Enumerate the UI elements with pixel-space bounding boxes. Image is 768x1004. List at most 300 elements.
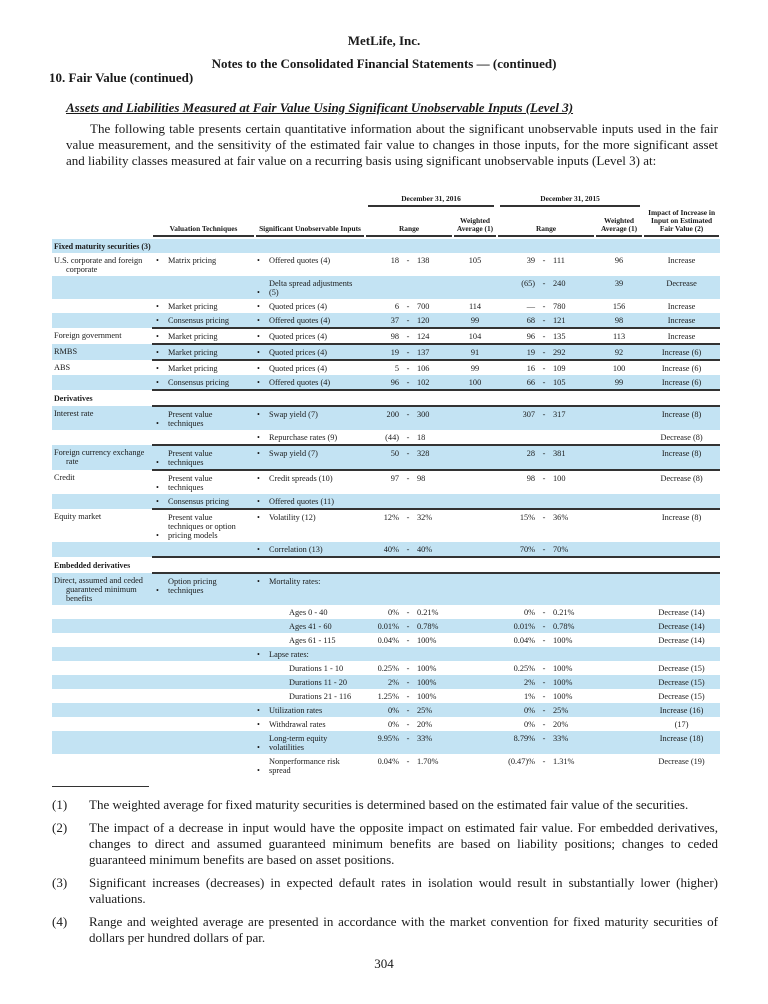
impact — [643, 703, 720, 717]
valuation-technique — [152, 299, 255, 313]
range-sep-2015 — [537, 647, 551, 661]
cell-text: 98 — [390, 332, 399, 341]
cell-text: 124 — [417, 332, 430, 341]
cell-text: 106 — [417, 364, 430, 373]
input-text: Mortality rates: — [269, 577, 321, 586]
header-range-2016: Range — [365, 209, 453, 239]
asset-class — [52, 299, 152, 313]
weighted-avg-2016 — [453, 731, 497, 754]
cell-text: 121 — [553, 316, 566, 325]
technique-text: Market pricing — [168, 332, 218, 341]
range-high-2016 — [415, 406, 453, 430]
range-sep-2016 — [401, 313, 415, 328]
table-row — [52, 754, 720, 777]
fair-value-table — [52, 195, 720, 777]
range-sep-2015 — [537, 470, 551, 494]
weighted-avg-2016 — [453, 406, 497, 430]
cell-text: 39 — [526, 256, 536, 265]
category-label: Derivatives — [54, 394, 93, 403]
range-sep-2015 — [537, 299, 551, 313]
technique-text: Consensus pricing — [168, 316, 230, 325]
cell-text: - — [406, 608, 410, 617]
cell-text: 8.79% — [513, 734, 536, 743]
range-low-2016 — [365, 360, 401, 375]
impact — [643, 253, 720, 276]
cell-text: 100% — [553, 692, 573, 701]
range-high-2016 — [415, 344, 453, 360]
cell-text: - — [542, 348, 546, 357]
range-low-2015 — [497, 299, 537, 313]
cell-text: - — [542, 622, 546, 631]
unobservable-input — [255, 675, 365, 689]
range-high-2016 — [415, 754, 453, 777]
range-high-2016 — [415, 717, 453, 731]
cell-text: 32% — [417, 513, 433, 522]
table-row — [52, 619, 720, 633]
range-low-2016 — [365, 313, 401, 328]
range-sep-2015 — [537, 445, 551, 470]
table-row — [52, 406, 720, 430]
unobservable-input — [255, 445, 365, 470]
weighted-avg-2015 — [595, 344, 643, 360]
cell-text: 200 — [386, 410, 399, 419]
range-low-2016 — [365, 328, 401, 344]
range-high-2016 — [415, 661, 453, 675]
footnote-4: (4) Range and weighted average are presented in accordance with the market convention for fixed maturity securities of dollars per hundred dollars of par. — [52, 914, 718, 945]
technique-text: Matrix pricing — [168, 256, 217, 265]
valuation-technique — [152, 703, 255, 717]
cell-text: 100% — [553, 636, 573, 645]
range-high-2015 — [551, 731, 595, 754]
weighted-avg-2016 — [453, 253, 497, 276]
range-sep-2015 — [537, 253, 551, 276]
cell-text: Increase (6) — [661, 378, 702, 387]
input-text: Offered quotes (4) — [269, 378, 331, 387]
range-sep-2015 — [537, 573, 551, 605]
impact — [643, 406, 720, 430]
cell-text: 0% — [387, 706, 399, 715]
range-high-2016 — [415, 360, 453, 375]
unobservable-input — [255, 494, 365, 509]
bullet-icon: • — [257, 497, 260, 506]
weighted-avg-2015 — [595, 619, 643, 633]
cell-text: 16 — [526, 364, 536, 373]
cell-text: 96 — [390, 378, 399, 387]
unobservable-input — [255, 703, 365, 717]
weighted-avg-2015 — [595, 689, 643, 703]
cell-text: Increase (16) — [659, 706, 704, 715]
weighted-avg-2016 — [453, 647, 497, 661]
table-row — [52, 445, 720, 470]
range-low-2016 — [365, 299, 401, 313]
weighted-avg-2015 — [595, 375, 643, 390]
range-sep-2016 — [401, 754, 415, 777]
range-high-2015 — [551, 675, 595, 689]
range-high-2016 — [415, 647, 453, 661]
table-row — [52, 731, 720, 754]
unobservable-input — [255, 253, 365, 276]
valuation-technique — [152, 661, 255, 675]
range-high-2015 — [551, 661, 595, 675]
cell-text: 1% — [523, 692, 536, 701]
range-low-2015 — [497, 731, 537, 754]
range-sep-2015 — [537, 619, 551, 633]
valuation-technique — [152, 470, 255, 494]
range-low-2015 — [497, 754, 537, 777]
weighted-avg-2016 — [453, 375, 497, 390]
cell-text: 0.04% — [377, 757, 399, 766]
asset-class — [52, 619, 152, 633]
asset-class — [52, 754, 152, 777]
range-high-2016 — [415, 689, 453, 703]
range-sep-2015 — [537, 276, 551, 299]
impact — [643, 633, 720, 647]
weighted-avg-2016 — [453, 633, 497, 647]
bullet-icon: • — [156, 348, 159, 357]
cell-text: 102 — [417, 378, 430, 387]
cell-text: 98 — [614, 316, 624, 325]
unobservable-input — [255, 573, 365, 605]
bullet-icon: • — [257, 706, 260, 715]
range-low-2016 — [365, 703, 401, 717]
range-sep-2016 — [401, 430, 415, 445]
table-row — [52, 253, 720, 276]
bullet-icon: • — [156, 316, 159, 325]
range-high-2015 — [551, 605, 595, 619]
range-low-2015 — [497, 703, 537, 717]
bullet-icon: • — [156, 302, 159, 311]
cell-text: 2% — [523, 678, 536, 687]
cell-text: Increase — [667, 332, 696, 341]
unobservable-input — [255, 360, 365, 375]
cell-text: Increase (8) — [661, 410, 702, 419]
impact — [643, 717, 720, 731]
input-text: Correlation (13) — [269, 545, 323, 554]
unobservable-input — [255, 344, 365, 360]
weighted-avg-2016 — [453, 313, 497, 328]
input-text: Volatility (12) — [269, 513, 316, 522]
cell-text: 50 — [390, 449, 399, 458]
table-row — [52, 375, 720, 390]
range-low-2016 — [365, 647, 401, 661]
range-high-2016 — [415, 633, 453, 647]
valuation-technique — [152, 375, 255, 390]
range-sep-2016 — [401, 605, 415, 619]
cell-text: 92 — [614, 348, 624, 357]
table-row — [52, 689, 720, 703]
cell-text: 1.31% — [553, 757, 575, 766]
input-text: Offered quotes (11) — [269, 497, 334, 506]
impact — [643, 360, 720, 375]
cell-text: 40% — [383, 545, 399, 554]
asset-class — [52, 731, 152, 754]
cell-text: - — [542, 692, 546, 701]
range-sep-2015 — [537, 542, 551, 557]
range-sep-2015 — [537, 328, 551, 344]
cell-text: - — [406, 734, 410, 743]
bullet-icon: • — [257, 577, 260, 586]
weighted-avg-2016 — [453, 661, 497, 675]
bullet-icon: • — [156, 332, 159, 341]
bullet-icon: • — [257, 410, 260, 419]
asset-class — [52, 313, 152, 328]
valuation-technique — [152, 344, 255, 360]
impact — [643, 647, 720, 661]
range-low-2016 — [365, 344, 401, 360]
asset-class-text: Foreign government — [54, 331, 122, 340]
technique-text: Present value techniques — [168, 474, 213, 492]
cell-text: 5 — [394, 364, 399, 373]
input-text: Quoted prices (4) — [269, 332, 328, 341]
cell-text: 0.04% — [377, 636, 399, 645]
weighted-avg-2015 — [595, 253, 643, 276]
input-text: Lapse rates: — [269, 650, 309, 659]
range-high-2015 — [551, 470, 595, 494]
range-low-2015 — [497, 619, 537, 633]
asset-class — [52, 445, 152, 470]
bullet-icon: • — [156, 256, 159, 265]
cell-text: Decrease (14) — [658, 636, 705, 645]
impact — [643, 328, 720, 344]
range-sep-2016 — [401, 717, 415, 731]
impact — [643, 675, 720, 689]
weighted-avg-2016 — [453, 573, 497, 605]
input-text: Repurchase rates (9) — [269, 433, 338, 442]
footnote-divider — [52, 786, 149, 787]
cell-text: 317 — [553, 410, 566, 419]
cell-text: 1.70% — [417, 757, 439, 766]
cell-text: Decrease — [666, 279, 697, 288]
range-high-2016 — [415, 276, 453, 299]
unobservable-input — [255, 430, 365, 445]
cell-text: 25% — [417, 706, 433, 715]
asset-class-text: Credit — [54, 473, 75, 482]
range-sep-2016 — [401, 661, 415, 675]
range-high-2015 — [551, 276, 595, 299]
asset-class-text: U.S. corporate and foreign corporate — [54, 256, 143, 274]
cell-text: Decrease (14) — [658, 622, 705, 631]
weighted-avg-2015 — [595, 445, 643, 470]
header-dec-2016: December 31, 2016 — [365, 195, 497, 209]
cell-text: - — [542, 279, 546, 288]
cell-text: - — [542, 410, 546, 419]
cell-text: 12% — [383, 513, 399, 522]
range-high-2015 — [551, 360, 595, 375]
impact — [643, 494, 720, 509]
weighted-avg-2015 — [595, 731, 643, 754]
cell-text: 37 — [390, 316, 399, 325]
range-high-2015 — [551, 494, 595, 509]
range-high-2016 — [415, 253, 453, 276]
cell-text: 36% — [553, 513, 569, 522]
cell-text: 28 — [526, 449, 536, 458]
range-sep-2016 — [401, 328, 415, 344]
range-high-2016 — [415, 542, 453, 557]
range-sep-2016 — [401, 633, 415, 647]
cell-text: 0% — [523, 720, 536, 729]
range-sep-2016 — [401, 494, 415, 509]
cell-text: 104 — [468, 332, 482, 341]
weighted-avg-2016 — [453, 703, 497, 717]
category-label: Embedded derivatives — [54, 561, 131, 570]
table-row — [52, 573, 720, 605]
weighted-avg-2015 — [595, 605, 643, 619]
cell-text: 105 — [468, 256, 482, 265]
range-low-2016 — [365, 375, 401, 390]
impact — [643, 445, 720, 470]
range-sep-2015 — [537, 360, 551, 375]
range-sep-2016 — [401, 360, 415, 375]
range-high-2015 — [551, 445, 595, 470]
weighted-avg-2016 — [453, 605, 497, 619]
unobservable-input — [255, 731, 365, 754]
weighted-avg-2015 — [595, 299, 643, 313]
input-text: Durations 11 - 20 — [289, 678, 347, 687]
cell-text: - — [542, 449, 546, 458]
weighted-avg-2016 — [453, 360, 497, 375]
cell-text: - — [406, 316, 410, 325]
cell-text: 100% — [417, 692, 437, 701]
cell-text: - — [542, 364, 546, 373]
cell-text: 0% — [523, 706, 536, 715]
range-sep-2015 — [537, 675, 551, 689]
valuation-technique — [152, 360, 255, 375]
weighted-avg-2016 — [453, 675, 497, 689]
footnote-2: (2) The impact of a decrease in input would have the opposite impact on estimated fair value. For embedded derivatives, changes to direct and assumed guaranteed minimum benefits are based on liability positions; changes to ceded guaranteed minimum benefits are based on asset positions. — [52, 820, 718, 867]
valuation-technique — [152, 494, 255, 509]
cell-text: 99 — [470, 364, 480, 373]
bullet-icon: • — [257, 513, 260, 522]
cell-text: 156 — [612, 302, 626, 311]
bullet-icon: • — [156, 419, 159, 428]
range-low-2015 — [497, 494, 537, 509]
weighted-avg-2015 — [595, 470, 643, 494]
weighted-avg-2016 — [453, 509, 497, 542]
range-low-2015 — [497, 509, 537, 542]
input-text: Offered quotes (4) — [269, 316, 331, 325]
asset-class — [52, 276, 152, 299]
input-text: Nonperformance risk spread — [269, 757, 340, 775]
valuation-technique — [152, 406, 255, 430]
cell-text: 66 — [526, 378, 536, 387]
asset-class — [52, 689, 152, 703]
bullet-icon: • — [257, 378, 260, 387]
bullet-icon: • — [156, 531, 159, 540]
cell-text: Increase — [667, 302, 696, 311]
range-high-2016 — [415, 313, 453, 328]
cell-text: - — [542, 302, 546, 311]
cell-text: 113 — [612, 332, 626, 341]
cell-text: 240 — [553, 279, 566, 288]
cell-text: Increase (8) — [661, 513, 702, 522]
cell-text: 6 — [394, 302, 399, 311]
range-sep-2016 — [401, 299, 415, 313]
cell-text: 0% — [387, 608, 399, 617]
range-low-2015 — [497, 470, 537, 494]
asset-class — [52, 253, 152, 276]
unobservable-input — [255, 633, 365, 647]
range-sep-2015 — [537, 689, 551, 703]
cell-text: 114 — [468, 302, 482, 311]
asset-class-text: Equity market — [54, 512, 102, 521]
range-high-2016 — [415, 470, 453, 494]
cell-text: Decrease (8) — [660, 474, 703, 483]
range-sep-2016 — [401, 344, 415, 360]
range-low-2015 — [497, 375, 537, 390]
range-low-2016 — [365, 573, 401, 605]
weighted-avg-2016 — [453, 619, 497, 633]
range-sep-2016 — [401, 470, 415, 494]
intro-paragraph: The following table presents certain quantitative information about the significant unobservable inputs used in the fair value measurement, and the sensitivity of the estimated fair value to changes in those inputs, for the more significant asset and liability classes measured at fair value on a recurring basis using significant unobservable inputs (Level 3) at: — [66, 121, 718, 168]
asset-class — [52, 509, 152, 542]
cell-text: 105 — [553, 378, 566, 387]
cell-text: 0.25% — [377, 664, 399, 673]
cell-text: 100% — [417, 636, 437, 645]
bullet-icon: • — [257, 288, 260, 297]
cell-text: - — [542, 378, 546, 387]
unobservable-input — [255, 406, 365, 430]
weighted-avg-2016 — [453, 430, 497, 445]
range-sep-2015 — [537, 633, 551, 647]
range-low-2015 — [497, 313, 537, 328]
cell-text: - — [406, 474, 410, 483]
weighted-avg-2016 — [453, 344, 497, 360]
weighted-avg-2015 — [595, 754, 643, 777]
cell-text: - — [406, 513, 410, 522]
range-low-2015 — [497, 647, 537, 661]
range-low-2015 — [497, 406, 537, 430]
range-low-2015 — [497, 633, 537, 647]
cell-text: - — [406, 433, 410, 442]
range-high-2015 — [551, 430, 595, 445]
cell-text: 100% — [553, 678, 573, 687]
cell-text: 19 — [390, 348, 399, 357]
cell-text: - — [406, 378, 410, 387]
cell-text: 109 — [553, 364, 566, 373]
weighted-avg-2015 — [595, 542, 643, 557]
bullet-icon: • — [257, 743, 260, 752]
page-subtitle: Notes to the Consolidated Financial Statements — (continued) — [211, 56, 557, 71]
cell-text: - — [542, 474, 546, 483]
cell-text: - — [406, 364, 410, 373]
input-text: Durations 1 - 10 — [289, 664, 344, 673]
impact — [643, 754, 720, 777]
table-row — [52, 470, 720, 494]
cell-text: 15% — [519, 513, 536, 522]
unobservable-input — [255, 605, 365, 619]
valuation-technique — [152, 542, 255, 557]
asset-class-text: Direct, assumed and ceded guaranteed minimum benefits — [54, 576, 143, 603]
valuation-technique — [152, 619, 255, 633]
weighted-avg-2016 — [453, 328, 497, 344]
table-row — [52, 276, 720, 299]
asset-class-text: Interest rate — [54, 409, 94, 418]
range-high-2015 — [551, 375, 595, 390]
cell-text: 18 — [390, 256, 399, 265]
cell-text: 135 — [553, 332, 566, 341]
asset-class — [52, 647, 152, 661]
asset-class — [52, 703, 152, 717]
valuation-technique — [152, 430, 255, 445]
cell-text: 96 — [614, 256, 624, 265]
cell-text: 25% — [553, 706, 569, 715]
valuation-technique — [152, 647, 255, 661]
range-sep-2015 — [537, 313, 551, 328]
range-low-2016 — [365, 754, 401, 777]
range-low-2016 — [365, 509, 401, 542]
unobservable-input — [255, 661, 365, 675]
input-text: Utilization rates — [269, 706, 323, 715]
